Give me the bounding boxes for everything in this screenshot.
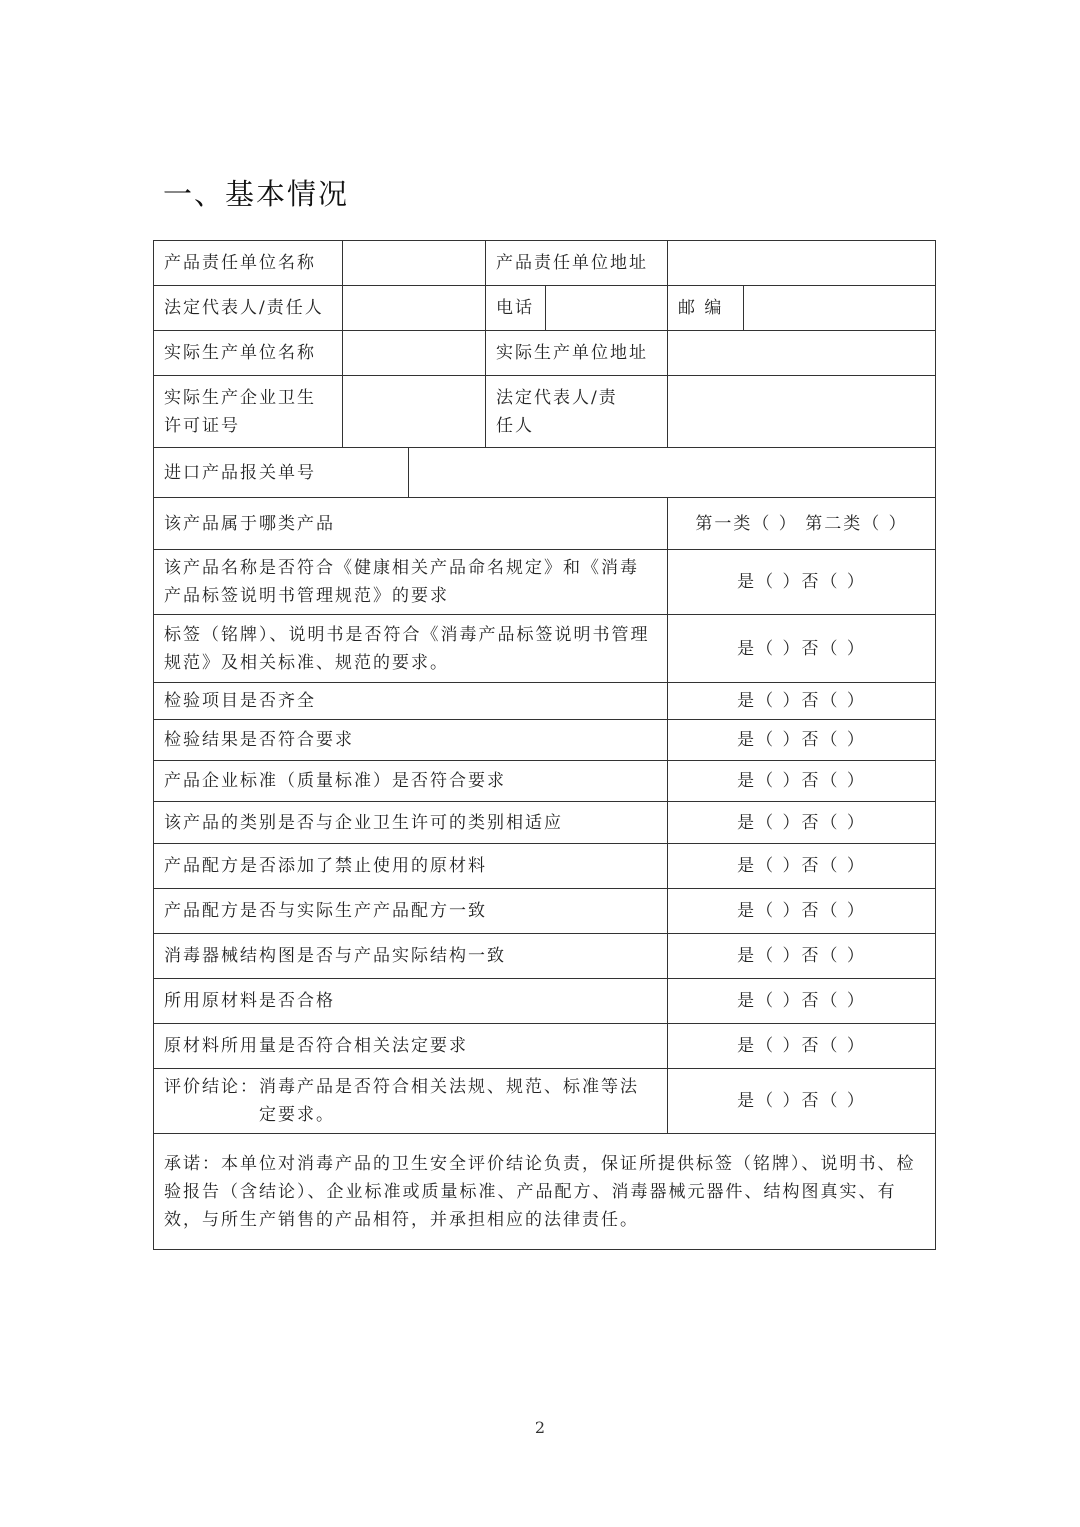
actual-unit-address-field[interactable] bbox=[668, 331, 936, 376]
actual-legal-rep-field[interactable] bbox=[668, 376, 936, 448]
row-category bbox=[154, 498, 936, 550]
postcode-field[interactable] bbox=[744, 286, 936, 331]
check-question: 所用原材料是否合格 bbox=[154, 979, 668, 1024]
check-question: 检验项目是否齐全 bbox=[154, 683, 668, 720]
customs-field[interactable] bbox=[409, 448, 936, 498]
actual-unit-address-label: 实际生产单位地址 bbox=[486, 331, 668, 376]
check-answer[interactable]: 是（ ）否（ ） bbox=[668, 550, 936, 615]
check-row bbox=[154, 550, 936, 615]
check-answer[interactable]: 是（ ）否（ ） bbox=[668, 844, 936, 889]
row-license bbox=[154, 376, 936, 448]
check-row bbox=[154, 720, 936, 761]
check-question: 检验结果是否符合要求 bbox=[154, 720, 668, 761]
responsible-unit-name-label: 产品责任单位名称 bbox=[154, 241, 343, 286]
postcode-label: 邮 编 bbox=[668, 286, 744, 331]
responsible-unit-address-label: 产品责任单位地址 bbox=[486, 241, 668, 286]
check-answer[interactable]: 是（ ）否（ ） bbox=[668, 979, 936, 1024]
evaluation-label: 评价结论： bbox=[164, 1077, 259, 1097]
customs-label: 进口产品报关单号 bbox=[154, 448, 409, 498]
check-row bbox=[154, 844, 936, 889]
check-row bbox=[154, 683, 936, 720]
license-field[interactable] bbox=[343, 376, 486, 448]
evaluation-cell bbox=[154, 1069, 668, 1134]
promise-text: 承诺：本单位对消毒产品的卫生安全评价结论负责，保证所提供标签（铭牌）、说明书、检验报告（含结论）、企业标准或质量标准、产品配方、消毒器械元器件、结构图真实、有效，与所生产销售的产品相符，并承担相应的法律责任。 bbox=[154, 1134, 936, 1250]
check-question: 消毒器械结构图是否与产品实际结构一致 bbox=[154, 934, 668, 979]
check-answer[interactable]: 是（ ）否（ ） bbox=[668, 615, 936, 683]
check-row bbox=[154, 979, 936, 1024]
check-answer[interactable]: 是（ ）否（ ） bbox=[668, 761, 936, 802]
actual-unit-name-label: 实际生产单位名称 bbox=[154, 331, 343, 376]
license-label: 实际生产企业卫生许可证号 bbox=[154, 376, 343, 448]
actual-legal-rep-label: 法定代表人/责任人 bbox=[486, 376, 668, 448]
check-question: 标签（铭牌）、说明书是否符合《消毒产品标签说明书管理规范》及相关标准、规范的要求。 bbox=[154, 615, 668, 683]
evaluation-text: 消毒产品是否符合相关法规、规范、标准等法定要求。 bbox=[259, 1077, 639, 1125]
responsible-unit-address-field[interactable] bbox=[668, 241, 936, 286]
check-question: 产品企业标准（质量标准）是否符合要求 bbox=[154, 761, 668, 802]
check-question: 产品配方是否添加了禁止使用的原材料 bbox=[154, 844, 668, 889]
check-row bbox=[154, 615, 936, 683]
actual-unit-name-field[interactable] bbox=[343, 331, 486, 376]
phone-label: 电话 bbox=[486, 286, 546, 331]
check-answer[interactable]: 是（ ）否（ ） bbox=[668, 1024, 936, 1069]
check-answer[interactable]: 是（ ）否（ ） bbox=[668, 720, 936, 761]
check-row bbox=[154, 802, 936, 844]
page-number: 2 bbox=[534, 1418, 546, 1437]
check-question: 产品配方是否与实际生产产品配方一致 bbox=[154, 889, 668, 934]
legal-rep-field[interactable] bbox=[343, 286, 486, 331]
responsible-unit-name-field[interactable] bbox=[343, 241, 486, 286]
check-answer[interactable]: 是（ ）否（ ） bbox=[668, 683, 936, 720]
legal-rep-label: 法定代表人/责任人 bbox=[154, 286, 343, 331]
row-customs bbox=[154, 448, 936, 498]
check-row bbox=[154, 934, 936, 979]
check-answer[interactable]: 是（ ）否（ ） bbox=[668, 934, 936, 979]
category-question: 该产品属于哪类产品 bbox=[154, 498, 668, 550]
check-row bbox=[154, 889, 936, 934]
check-question: 该产品名称是否符合《健康相关产品命名规定》和《消毒产品标签说明书管理规范》的要求 bbox=[154, 550, 668, 615]
phone-field[interactable] bbox=[546, 286, 668, 331]
check-row bbox=[154, 761, 936, 802]
category-options[interactable]: 第一类（ ） 第二类（ ） bbox=[668, 498, 936, 550]
row-evaluation bbox=[154, 1069, 936, 1134]
check-question: 原材料所用量是否符合相关法定要求 bbox=[154, 1024, 668, 1069]
row-responsible-unit bbox=[154, 241, 936, 286]
row-legal-rep bbox=[154, 286, 936, 331]
check-answer[interactable]: 是（ ）否（ ） bbox=[668, 889, 936, 934]
row-actual-unit bbox=[154, 331, 936, 376]
evaluation-answer[interactable]: 是（ ）否（ ） bbox=[668, 1069, 936, 1134]
section-title: 一、基本情况 bbox=[163, 177, 350, 211]
check-row bbox=[154, 1024, 936, 1069]
check-question: 该产品的类别是否与企业卫生许可的类别相适应 bbox=[154, 802, 668, 844]
check-answer[interactable]: 是（ ）否（ ） bbox=[668, 802, 936, 844]
basic-info-form bbox=[153, 240, 936, 1250]
row-promise bbox=[154, 1134, 936, 1250]
